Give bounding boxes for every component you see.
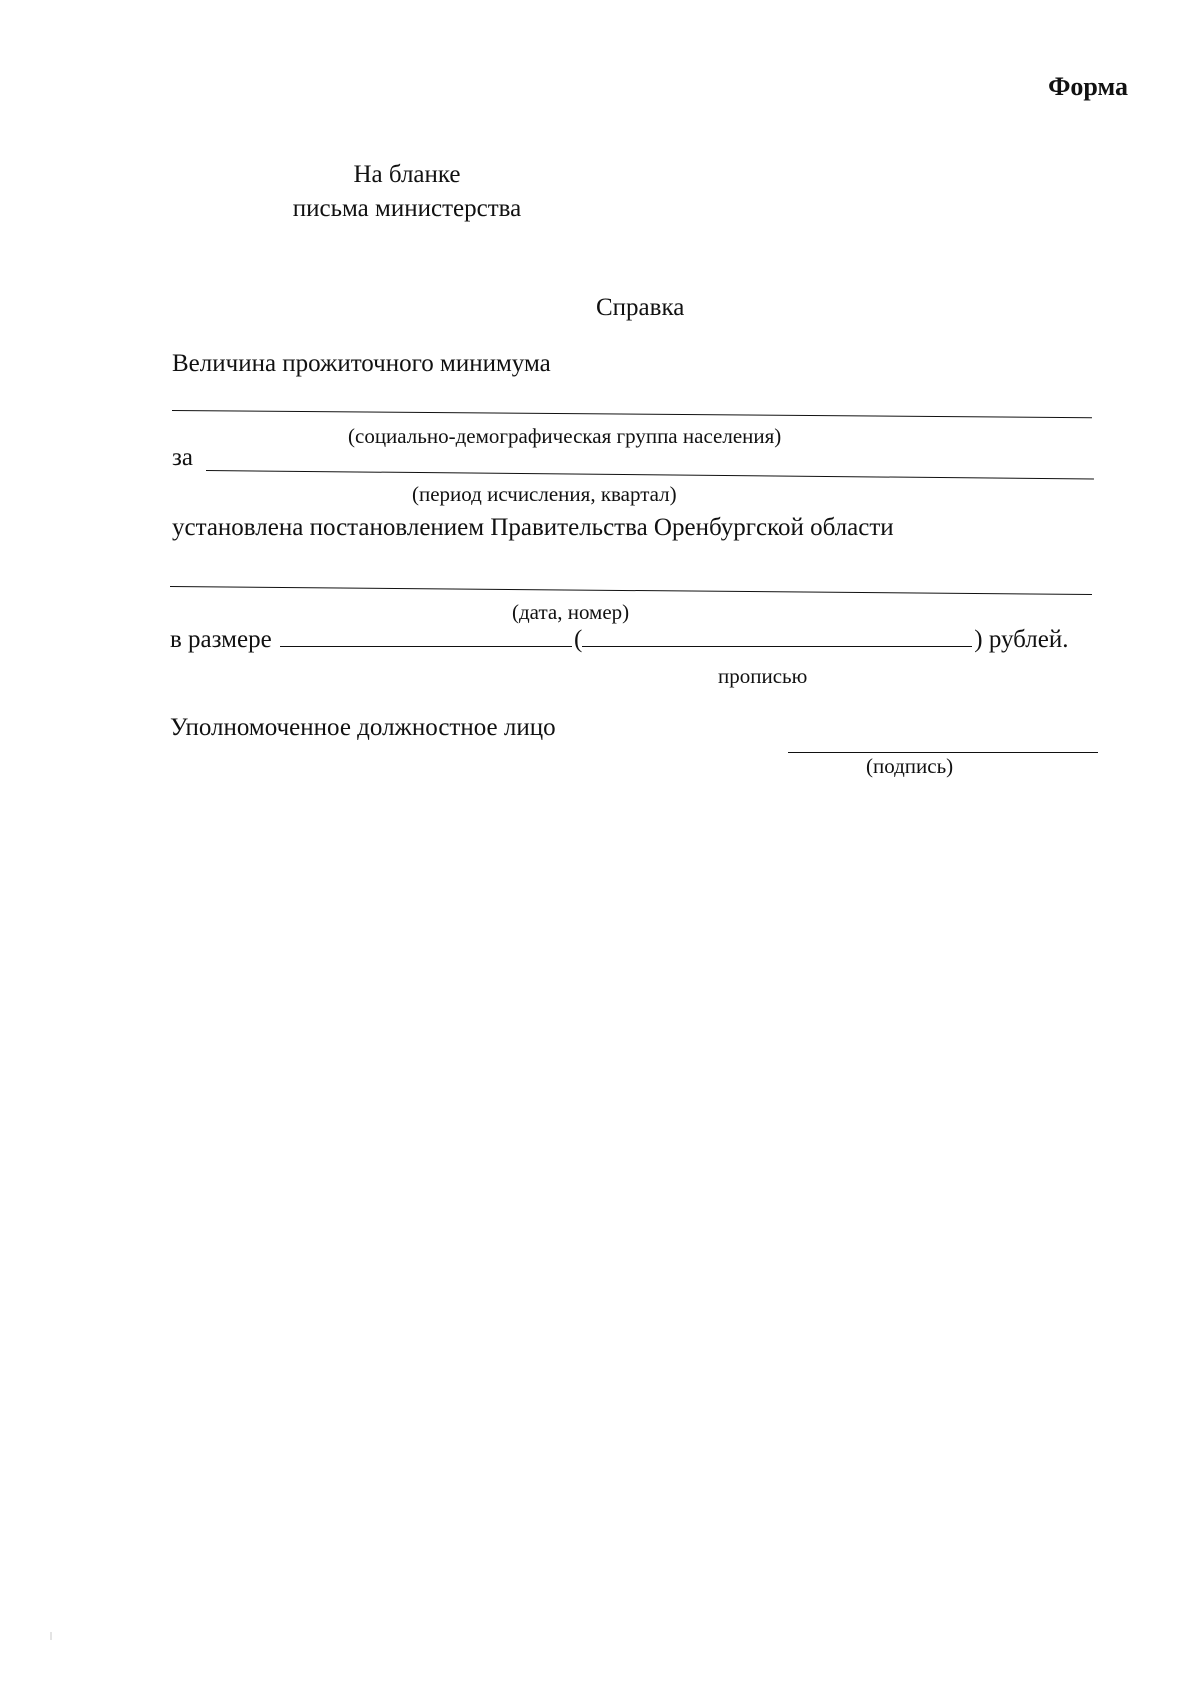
in-words-caption: прописью [718,664,808,688]
letterhead-line-2: письма министерства [292,195,522,222]
amount-row [170,626,1068,654]
signature-blank-line [788,752,1098,753]
letterhead-line-1: На бланке [353,161,461,188]
amount-prefix: в размере [170,626,272,653]
form-label: Форма [1048,72,1128,101]
period-prefix: за [172,444,193,471]
resolution-blank-line [170,586,1092,595]
period-caption: (период исчисления, квартал) [412,482,677,506]
amount-open-paren: ( [573,626,583,653]
scan-mark [50,1632,52,1640]
signature-caption: (подпись) [866,754,954,778]
period-blank-line [206,470,1094,480]
date-caption: (дата, номер) [512,600,630,624]
document-title: Справка [596,294,685,321]
letterhead-note [276,158,538,226]
group-caption: (социально-демографическая группа населения) [348,424,782,448]
amount-suffix: ) рублей. [974,626,1069,653]
amount-number-blank [280,646,572,647]
subsistence-minimum-label: Величина прожиточного минимума [172,350,551,377]
amount-words-blank [582,646,972,647]
group-blank-line [172,410,1092,418]
authorized-official-label: Уполномоченное должностное лицо [170,714,556,741]
resolution-label: установлена постановлением Правительства Оренбургской области [172,514,894,541]
